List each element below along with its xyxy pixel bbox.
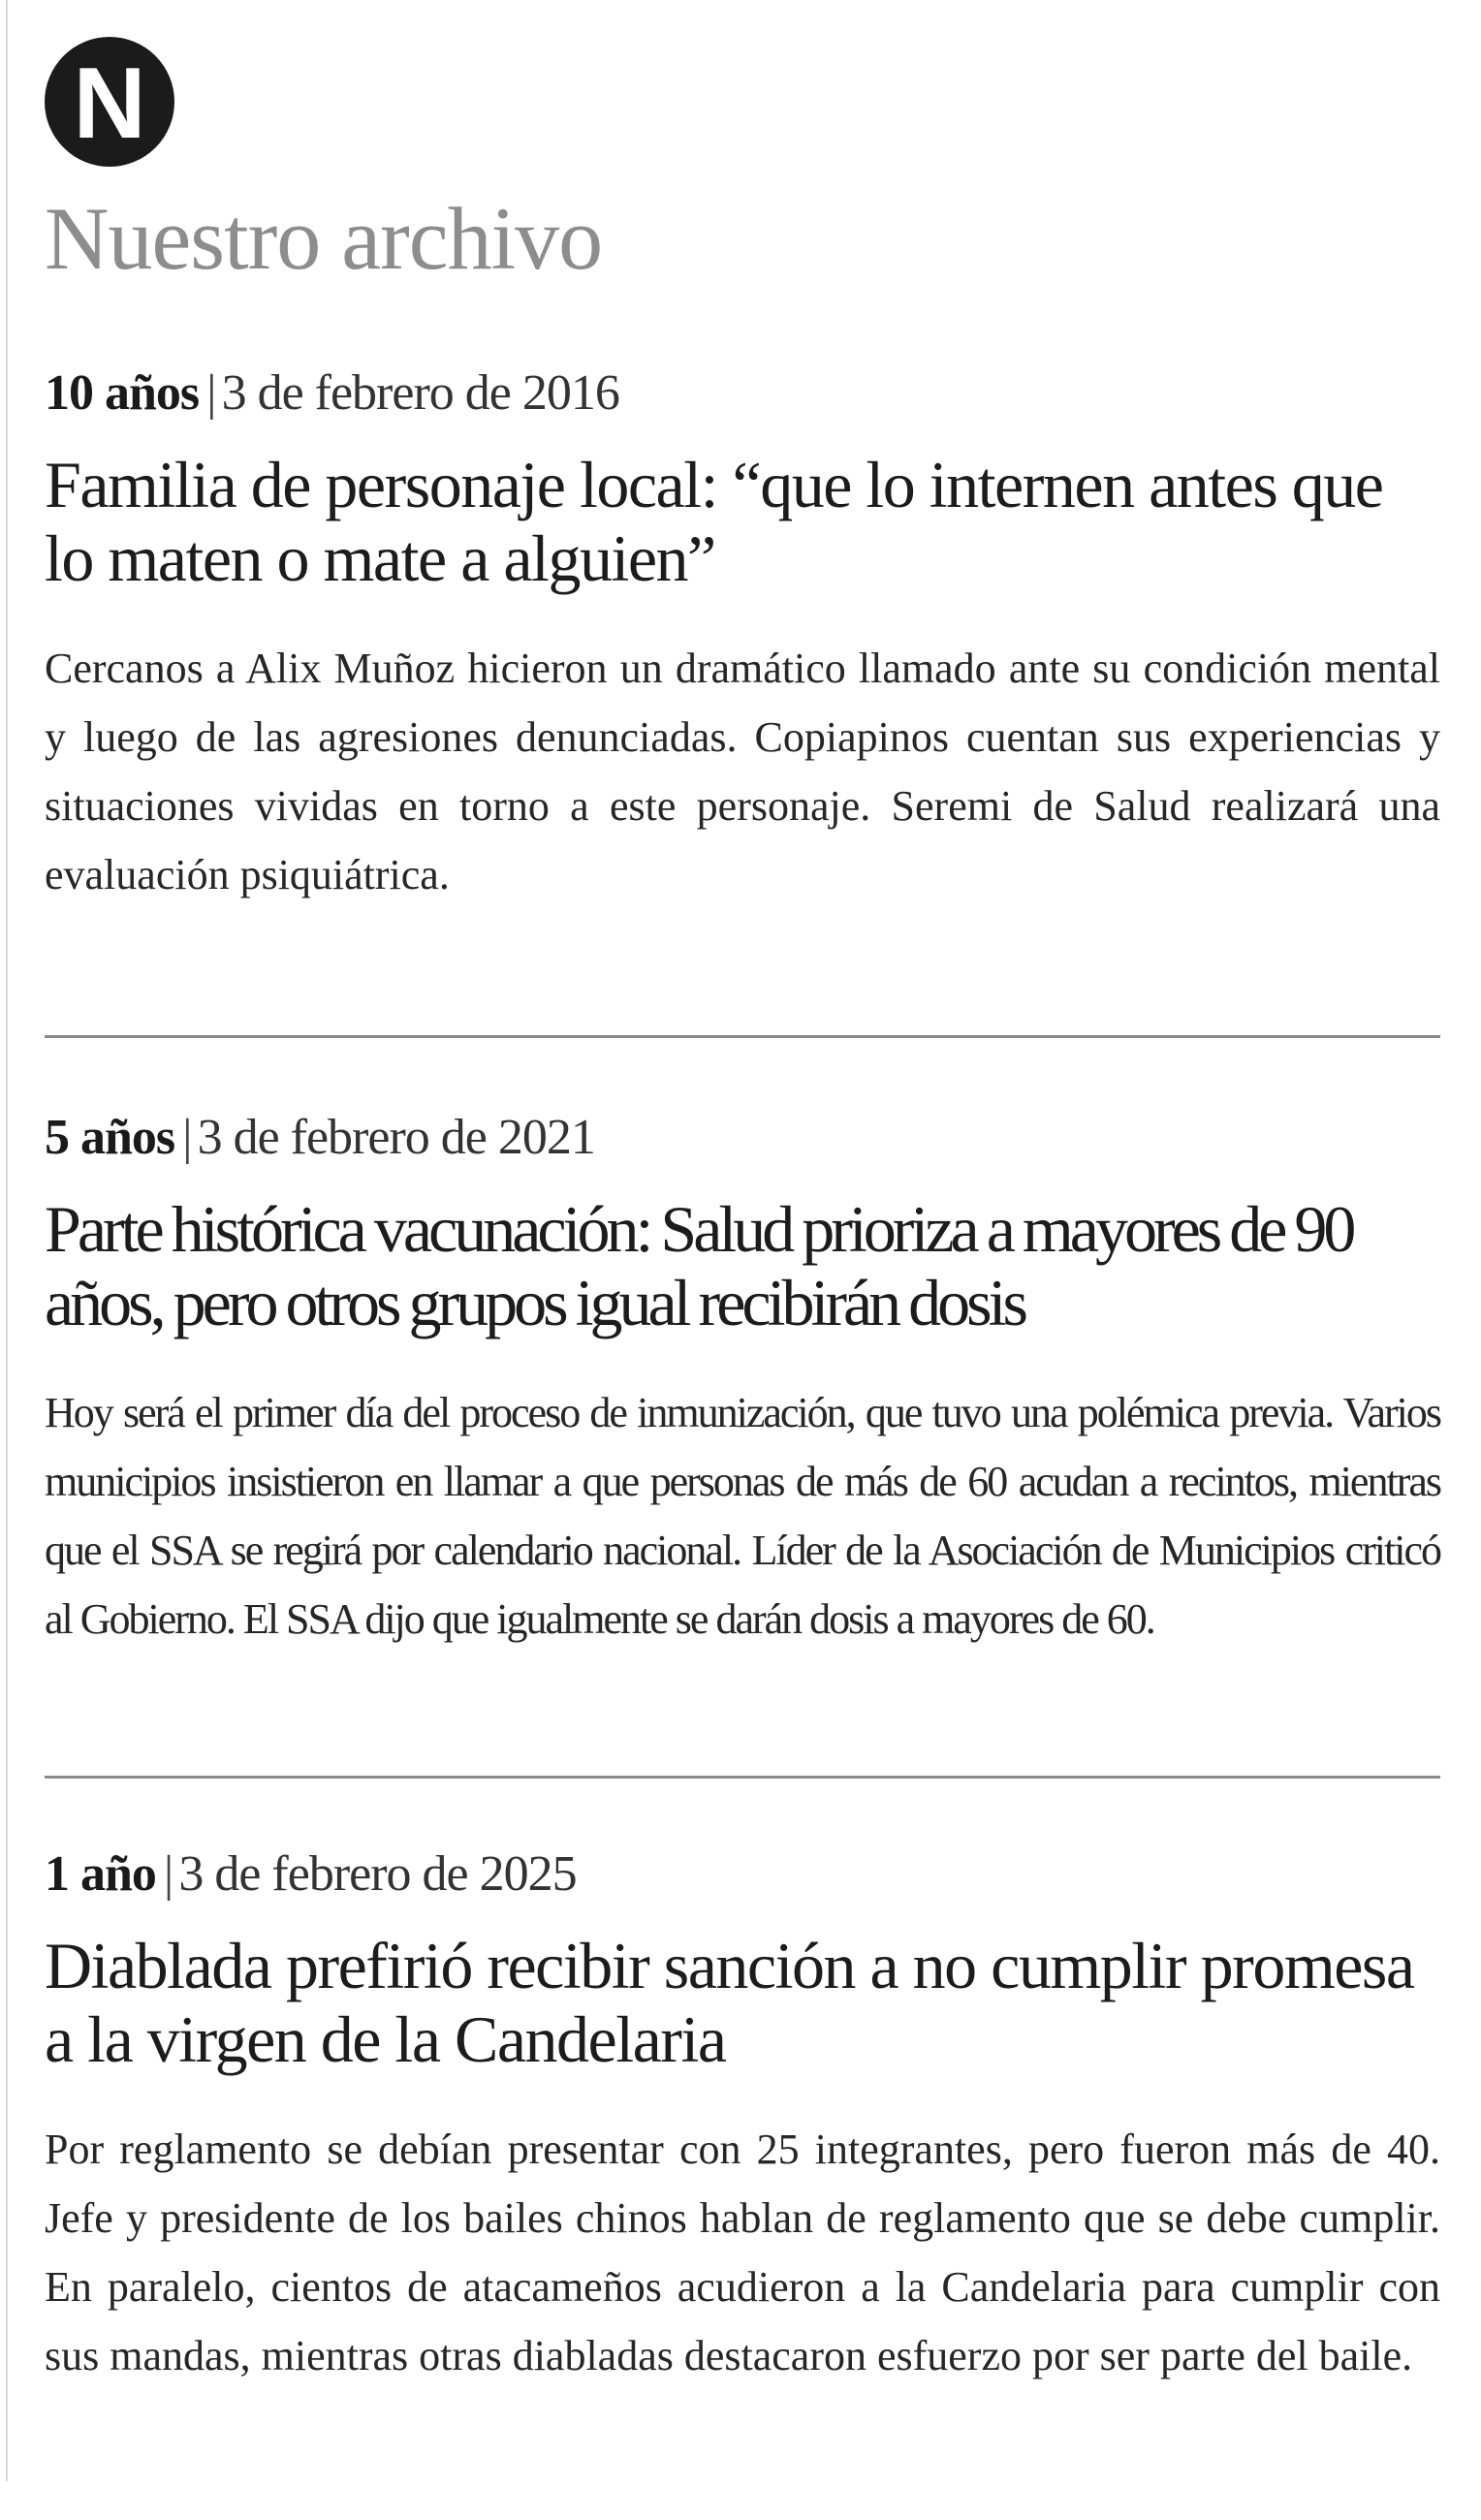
section-title: Nuestro archivo — [45, 189, 603, 288]
archive-entry-10-years — [45, 365, 1440, 909]
entry-separator: | — [163, 1846, 173, 1902]
entry-divider — [45, 1776, 1440, 1779]
archive-entry-5-years — [45, 1110, 1440, 1654]
entry-age: 10 años — [45, 365, 200, 421]
entry-meta — [45, 365, 1440, 421]
entry-date: 3 de febrero de 2025 — [178, 1846, 577, 1902]
entry-headline: Familia de personaje local: “que lo internen antes que lo maten o mate a alguien” — [45, 448, 1383, 595]
entry-body: Cercanos a Alix Muñoz hicieron un dramático llamado ante su condición mental y luego de las agresiones denunciadas. Copiapinos cuentan sus experiencias y situaciones vividas en torno a este personaje. Seremi de Salud realizará una evaluación psiquiátrica. — [45, 645, 1440, 898]
entry-headline: Parte histórica vacunación: Salud prioriza a mayores de 90 años, pero otros grupos igual recibirán dosis — [45, 1192, 1353, 1339]
entry-divider — [45, 1035, 1440, 1038]
logo-letter: N — [73, 47, 146, 160]
page-edge-rule — [6, 0, 8, 2481]
entry-body: Por reglamento se debían presentar con 25 integrantes, pero fueron más de 40. Jefe y presidente de los bailes chinos hablan de reglamento que se debe cumplir. En paralelo, cientos de atacameños acudieron a la Candelaria para cumplir con sus mandas, mientras otras diabladas destacaron esfuerzo por ser parte del baile. — [45, 2126, 1440, 2379]
entry-meta — [45, 1846, 1440, 1902]
archive-entry-1-year — [45, 1846, 1440, 2390]
entry-headline: Diablada prefirió recibir sanción a no cumplir promesa a la virgen de la Candelaria — [45, 1929, 1414, 2076]
entry-date: 3 de febrero de 2021 — [197, 1110, 595, 1165]
newspaper-logo — [45, 37, 174, 167]
entry-age: 5 años — [45, 1110, 175, 1165]
entry-meta — [45, 1110, 1440, 1165]
entry-body: Hoy será el primer día del proceso de inmunización, que tuvo una polémica previa. Varios municipios insistieron en llamar a que personas de más de 60 acudan a recintos, mientras que el SSA se regirá por calendario nacional. Líder de la Asociación de Municipios criticó al Gobierno. El SSA dijo que igualmente se darán dosis a mayores de 60. — [45, 1389, 1440, 1643]
entry-date: 3 de febrero de 2016 — [221, 365, 619, 421]
entry-separator: | — [182, 1110, 192, 1165]
entry-separator: | — [206, 365, 216, 421]
entry-age: 1 año — [45, 1846, 156, 1902]
